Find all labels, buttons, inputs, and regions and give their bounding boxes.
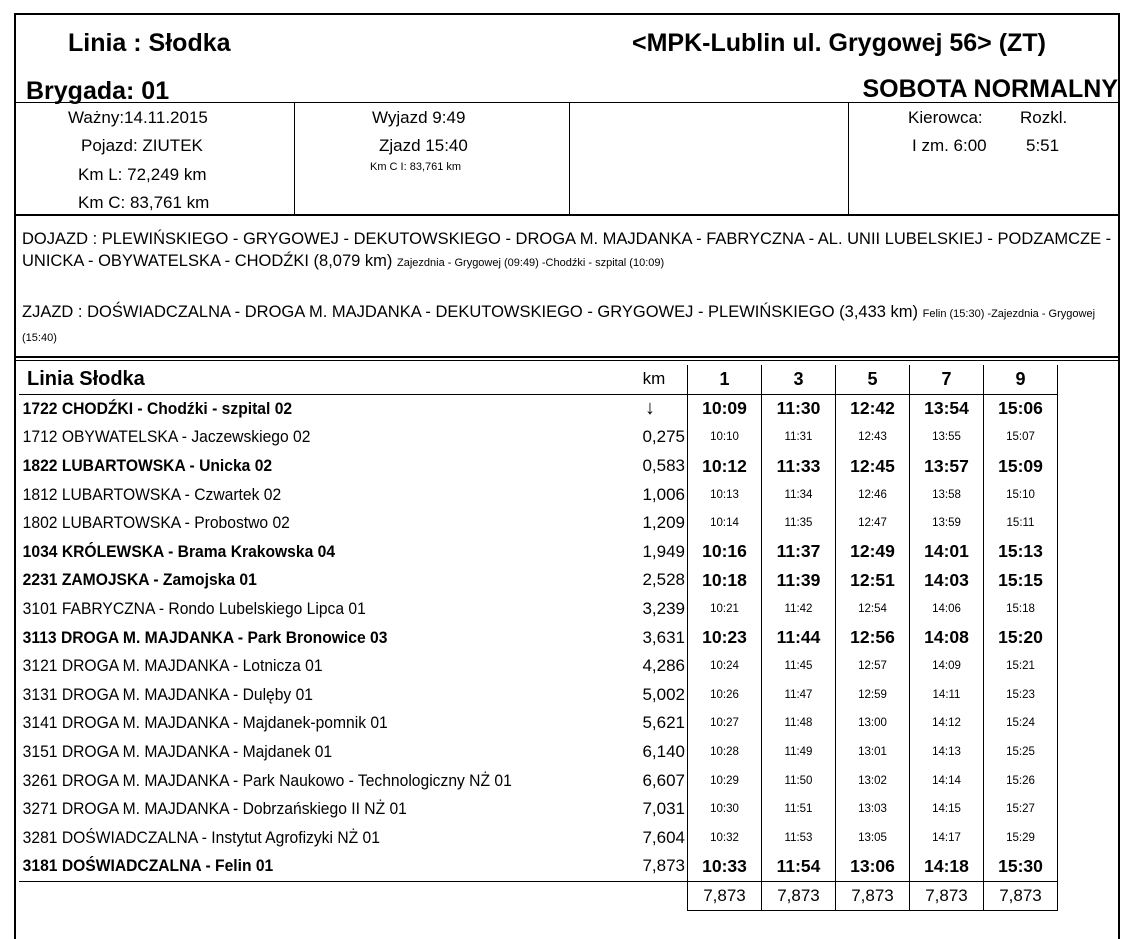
departure-time-cell: 10:32 xyxy=(688,824,762,853)
departure-time-cell: 13:58 xyxy=(910,480,984,509)
shift-value: 5:51 xyxy=(1026,136,1060,155)
departure-time-cell: 10:10 xyxy=(688,423,762,452)
stop-km: 7,604 xyxy=(621,824,688,853)
departure-time-cell: 15:18 xyxy=(984,595,1058,624)
departure-time-cell: 15:29 xyxy=(984,824,1058,853)
departure-time-cell: 15:30 xyxy=(984,852,1058,881)
stop-name: 3141 DROGA M. MAJDANKA - Majdanek-pomnik 01 xyxy=(22,713,388,733)
departure-time-cell: 14:01 xyxy=(910,538,984,567)
departure-time-cell: 10:24 xyxy=(688,652,762,681)
table-row xyxy=(19,509,1058,538)
departure-time-cell: 15:21 xyxy=(984,652,1058,681)
course-number: 7 xyxy=(910,365,984,394)
line-label: Linia Słodka xyxy=(19,365,621,394)
departure-time-cell: 13:57 xyxy=(910,452,984,481)
departure-time-cell: 15:25 xyxy=(984,738,1058,767)
divider xyxy=(16,360,1118,361)
stop-name: 3101 FABRYCZNA - Rondo Lubelskiego Lipca 01 xyxy=(22,599,366,619)
stop-km: 0,275 xyxy=(621,423,688,452)
stop-km: 5,621 xyxy=(621,709,688,738)
stop-name: 1034 KRÓLEWSKA - Brama Krakowska 04 xyxy=(22,541,336,561)
divider xyxy=(16,356,1118,358)
departure-time-cell: 14:06 xyxy=(910,595,984,624)
departure-time-cell: 10:26 xyxy=(688,681,762,710)
departure-time-cell: 15:20 xyxy=(984,623,1058,652)
totals-spacer xyxy=(19,881,621,911)
total-km-cell: 7,873 xyxy=(984,881,1058,911)
totals-row xyxy=(19,881,1058,911)
departure-time-cell: 14:17 xyxy=(910,824,984,853)
stop-name: 1822 LUBARTOWSKA - Unicka 02 xyxy=(22,456,273,476)
departure-time-cell: 12:42 xyxy=(836,394,910,423)
stop-km: 0,583 xyxy=(621,452,688,481)
total-km-cell: 7,873 xyxy=(688,881,762,911)
departure-time-cell: 14:18 xyxy=(910,852,984,881)
stop-name: 1722 CHODŹKI - Chodźki - szpital 02 xyxy=(22,398,293,418)
departure-time-cell: 14:03 xyxy=(910,566,984,595)
stop-name: 3281 DOŚWIADCZALNA - Instytut Agrofizyki NŻ 01 xyxy=(22,827,380,847)
driver-label: Kierowca: xyxy=(908,108,983,127)
departure-time-cell: 10:27 xyxy=(688,709,762,738)
departure-time-cell: 12:57 xyxy=(836,652,910,681)
departure-time-cell: 13:54 xyxy=(910,394,984,423)
departure-time-cell: 11:37 xyxy=(762,538,836,567)
departure-time-cell: 13:59 xyxy=(910,509,984,538)
table-row xyxy=(19,824,1058,853)
course-number: 3 xyxy=(762,365,836,394)
stop-km: 6,140 xyxy=(621,738,688,767)
km-l: Km L: 72,249 km xyxy=(78,165,207,184)
departure-time-cell: 12:43 xyxy=(836,423,910,452)
departure-time-cell: 15:10 xyxy=(984,480,1058,509)
brigade-title: Brygada: 01 xyxy=(26,77,170,105)
stop-name: 3113 DROGA M. MAJDANKA - Park Bronowice 03 xyxy=(22,627,388,647)
stop-km: 6,607 xyxy=(621,766,688,795)
dojazd-main: DOJAZD : PLEWIŃSKIEGO - GRYGOWEJ - DEKUTOWSKIEGO - DROGA M. MAJDANKA - FABRYCZNA - AL. UNII LUBELSKIEJ - PODZAMCZE - UNICKA - OBYWATELSKA - CHODŹKI (8,079 km) xyxy=(22,230,1112,270)
departure-time-cell: 11:49 xyxy=(762,738,836,767)
stop-name: 3261 DROGA M. MAJDANKA - Park Naukowo - Technologiczny NŻ 01 xyxy=(22,770,512,790)
stop-km: 1,209 xyxy=(621,509,688,538)
departure-time-cell: 10:12 xyxy=(688,452,762,481)
km-header: km xyxy=(621,365,688,394)
zjazd-detail: Felin (15:30) -Zajezdnia - Grygowej (15:40) xyxy=(22,308,1096,344)
departure-time-cell: 12:56 xyxy=(836,623,910,652)
departure-time-cell: 11:53 xyxy=(762,824,836,853)
departure-time-cell: 11:45 xyxy=(762,652,836,681)
departure-time-cell: 15:24 xyxy=(984,709,1058,738)
departure-time-cell: 15:13 xyxy=(984,538,1058,567)
table-row xyxy=(19,766,1058,795)
departure-time-cell: 11:48 xyxy=(762,709,836,738)
stop-km: 3,239 xyxy=(621,595,688,624)
dojazd-detail: Zajezdnia - Grygowej (09:49) -Chodźki - szpital (10:09) xyxy=(397,257,665,269)
divider xyxy=(16,214,1118,216)
departure-time-cell: 11:33 xyxy=(762,452,836,481)
total-km-cell: 7,873 xyxy=(910,881,984,911)
divider xyxy=(569,102,570,214)
departure-time-cell: 14:15 xyxy=(910,795,984,824)
departure-time-cell: 13:02 xyxy=(836,766,910,795)
departure-time-cell: 10:16 xyxy=(688,538,762,567)
departure-time-cell: 14:08 xyxy=(910,623,984,652)
departure-time-cell: 13:55 xyxy=(910,423,984,452)
departure-time-cell: 15:11 xyxy=(984,509,1058,538)
departure-time-cell: 15:27 xyxy=(984,795,1058,824)
total-km-cell: 7,873 xyxy=(836,881,910,911)
departure-time-cell: 14:12 xyxy=(910,709,984,738)
departure-time-cell: 15:26 xyxy=(984,766,1058,795)
shift-label: I zm. 6:00 xyxy=(912,136,987,155)
table-row xyxy=(19,681,1058,710)
stop-name: 2231 ZAMOJSKA - Zamojska 01 xyxy=(22,570,257,590)
operator-title: <MPK-Lublin ul. Grygowej 56> (ZT) xyxy=(632,29,1046,57)
table-row xyxy=(19,595,1058,624)
start-arrow-icon xyxy=(621,394,688,423)
stop-km: 1,006 xyxy=(621,480,688,509)
departure-time-cell: 12:54 xyxy=(836,595,910,624)
departure-time-cell: 14:14 xyxy=(910,766,984,795)
table-row xyxy=(19,452,1058,481)
table-row xyxy=(19,538,1058,567)
stop-km: 3,631 xyxy=(621,623,688,652)
departure-time-cell: 10:30 xyxy=(688,795,762,824)
departure-time-cell: 10:18 xyxy=(688,566,762,595)
km-c-i: Km C I: 83,761 km xyxy=(370,161,462,173)
table-row xyxy=(19,394,1058,423)
departure-time-cell: 13:06 xyxy=(836,852,910,881)
return-time: Zjazd 15:40 xyxy=(379,136,468,155)
departure-time-cell: 15:06 xyxy=(984,394,1058,423)
departure-time-cell: 11:51 xyxy=(762,795,836,824)
departure-time-cell: 11:34 xyxy=(762,480,836,509)
stop-name: 3271 DROGA M. MAJDANKA - Dobrzańskiego II NŻ 01 xyxy=(22,799,407,819)
zjazd-main: ZJAZD : DOŚWIADCZALNA - DROGA M. MAJDANKA - DEKUTOWSKIEGO - GRYGOWEJ - PLEWIŃSKIEGO (3,433 km) xyxy=(22,303,919,321)
stop-name: 3151 DROGA M. MAJDANKA - Majdanek 01 xyxy=(22,742,333,762)
table-row xyxy=(19,623,1058,652)
departure-time-cell: 12:59 xyxy=(836,681,910,710)
departure-time-cell: 10:28 xyxy=(688,738,762,767)
departure-time-cell: 11:31 xyxy=(762,423,836,452)
departure-time-cell: 10:33 xyxy=(688,852,762,881)
timetable-table xyxy=(19,365,1058,911)
departure-time-cell: 12:45 xyxy=(836,452,910,481)
table-row xyxy=(19,709,1058,738)
stop-name: 3121 DROGA M. MAJDANKA - Lotnicza 01 xyxy=(22,656,323,676)
departure-time-cell: 10:29 xyxy=(688,766,762,795)
arrow-down-icon: ↓ xyxy=(645,397,655,420)
stop-km: 2,528 xyxy=(621,566,688,595)
departure-time-cell: 11:47 xyxy=(762,681,836,710)
departure-time-cell: 12:51 xyxy=(836,566,910,595)
stop-name: 1802 LUBARTOWSKA - Probostwo 02 xyxy=(22,513,290,533)
stop-name: 1812 LUBARTOWSKA - Czwartek 02 xyxy=(22,484,282,504)
stop-km: 1,949 xyxy=(621,538,688,567)
departure-time-cell: 13:01 xyxy=(836,738,910,767)
line-title: Linia : Słodka xyxy=(68,29,231,57)
vehicle: Pojazd: ZIUTEK xyxy=(81,136,203,155)
departure-time-cell: 13:00 xyxy=(836,709,910,738)
divider xyxy=(294,102,295,214)
departure-time-cell: 14:13 xyxy=(910,738,984,767)
divider xyxy=(848,102,849,214)
day-type: SOBOTA NORMALNY xyxy=(862,75,1118,103)
departure-time-cell: 10:21 xyxy=(688,595,762,624)
stop-name: 3131 DROGA M. MAJDANKA - Dulęby 01 xyxy=(22,684,313,704)
stop-name: 3181 DOŚWIADCZALNA - Felin 01 xyxy=(22,856,274,876)
departure-time-cell: 10:14 xyxy=(688,509,762,538)
departure-time-cell: 11:30 xyxy=(762,394,836,423)
stop-km: 4,286 xyxy=(621,652,688,681)
table-row xyxy=(19,652,1058,681)
driver-value: Rozkl. xyxy=(1020,108,1068,127)
divider xyxy=(16,102,1118,103)
course-number: 9 xyxy=(984,365,1058,394)
valid-date: Ważny:14.11.2015 xyxy=(68,108,208,127)
dojazd-description xyxy=(22,228,1112,274)
departure-time-cell: 15:09 xyxy=(984,452,1058,481)
stop-km: 7,031 xyxy=(621,795,688,824)
stop-km: 7,873 xyxy=(621,852,688,881)
departure-time-cell: 11:54 xyxy=(762,852,836,881)
table-row xyxy=(19,852,1058,881)
course-number: 5 xyxy=(836,365,910,394)
departure-time-cell: 12:47 xyxy=(836,509,910,538)
departure-time-cell: 15:23 xyxy=(984,681,1058,710)
departure-time-cell: 11:50 xyxy=(762,766,836,795)
departure-time-cell: 11:35 xyxy=(762,509,836,538)
departure-time-cell: 14:09 xyxy=(910,652,984,681)
stop-km: 5,002 xyxy=(621,681,688,710)
departure-time-cell: 11:44 xyxy=(762,623,836,652)
departure-time-cell: 12:49 xyxy=(836,538,910,567)
stop-name: 1712 OBYWATELSKA - Jaczewskiego 02 xyxy=(22,427,311,447)
departure-time-cell: 10:23 xyxy=(688,623,762,652)
departure-time-cell: 13:03 xyxy=(836,795,910,824)
course-number: 1 xyxy=(688,365,762,394)
departure-time-cell: 15:07 xyxy=(984,423,1058,452)
departure-time-cell: 11:42 xyxy=(762,595,836,624)
departure-time-cell: 10:09 xyxy=(688,394,762,423)
departure-time-cell: 12:46 xyxy=(836,480,910,509)
table-row xyxy=(19,566,1058,595)
table-row xyxy=(19,480,1058,509)
table-row xyxy=(19,423,1058,452)
departure-time: Wyjazd 9:49 xyxy=(372,108,466,127)
zjazd-description xyxy=(22,301,1112,349)
table-row xyxy=(19,795,1058,824)
departure-time-cell: 15:15 xyxy=(984,566,1058,595)
km-c: Km C: 83,761 km xyxy=(78,193,210,212)
departure-time-cell: 13:05 xyxy=(836,824,910,853)
timetable-header-row xyxy=(19,365,1058,394)
departure-time-cell: 14:11 xyxy=(910,681,984,710)
departure-time-cell: 10:13 xyxy=(688,480,762,509)
total-km-cell: 7,873 xyxy=(762,881,836,911)
totals-spacer xyxy=(621,881,688,911)
departure-time-cell: 11:39 xyxy=(762,566,836,595)
timetable-sheet xyxy=(14,13,1120,939)
table-row xyxy=(19,738,1058,767)
